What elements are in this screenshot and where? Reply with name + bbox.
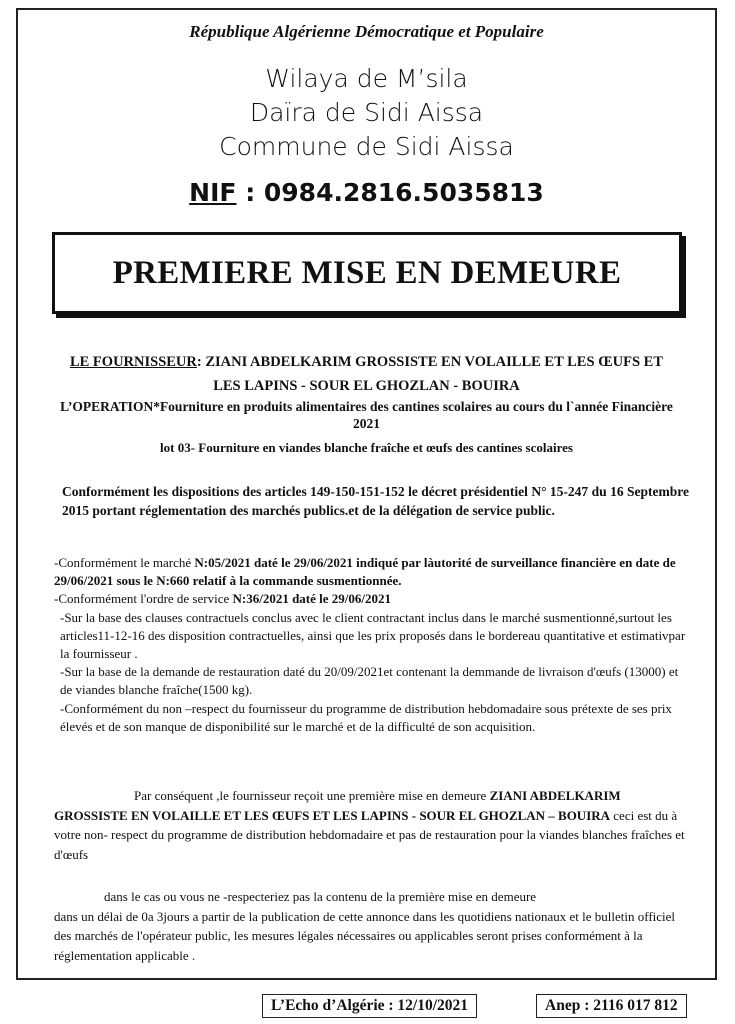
closing-rest: dans un délai de 0a 3jours a partir de la publication de cette annonce dans les quotidiens nationaux et le bulletin officiel des marchés de l'opérateur public, les mesures légales nécessaires ou applicables seront prises conformément à la réglementation applicable . <box>54 908 676 963</box>
republic-header: République Algérienne Démocratique et Populaire <box>189 22 544 41</box>
nif-line <box>18 178 715 207</box>
supplier-label: LE FOURNISSEUR <box>69 354 197 370</box>
page-title: PREMIERE MISE EN DEMEURE <box>112 254 622 291</box>
market-details: N:05/2021 daté le 29/06/2021 indiqué par làutorité de surveillance financière en date de 29/06/2021 sous le N:660 relatif à la commande susmentionnée. <box>54 555 676 589</box>
consequence-paragraph <box>54 786 689 864</box>
restoration-paragraph: -Sur la base de la demande de restauration daté du 20/09/2021et contenant la demmande de livraison d'œufs (13000) et de viandes blanche fraîche(1500 kg). <box>60 664 679 698</box>
legal-basis-paragraph: Conformément les dispositions des articles 149-150-151-152 le décret présidentiel N° 15-247 du 16 Septembre 2015 portant réglementation des marchés publics.et de la délégation de service public. <box>62 484 689 518</box>
non-respect-paragraph: -Conformément du non –respect du fournisseur du programme de distribution hebdomadaire sous prétexte de ses prix élevés et de son manque de disponibilité sur le marché et de la difficulté de son acquisition. <box>60 700 672 734</box>
nif-label: NIF <box>189 178 237 207</box>
body-paragraphs <box>54 554 689 736</box>
service-order-details: N:36/2021 daté le 29/06/2021 <box>232 591 392 607</box>
consequence-intro: Par conséquent ,le fournisseur reçoit une première mise en demeure <box>134 788 490 803</box>
market-intro: -Conformément le marché <box>54 555 195 570</box>
service-order-paragraph <box>54 590 689 608</box>
notice-frame <box>16 8 717 980</box>
consequence-reason: ceci est du à votre non- respect du programme de distribution hebdomadaire et pas de restauration pour la viandes blanches fraîches et d'œufs <box>54 807 685 862</box>
consequence-text <box>54 786 689 864</box>
newspaper-stamp: L’Echo d’Algérie : 12/10/2021 <box>262 994 477 1018</box>
nif-value: : 0984.2816.5035813 <box>236 178 544 207</box>
supplier-text: : ZIANI ABDELKARIM GROSSISTE EN VOLAILLE ET LES ŒUFS ET LES LAPINS - SOUR EL GHOZLAN - BOUIRA <box>196 354 664 394</box>
consequence-supplier: ZIANI ABDELKARIM GROSSISTE EN VOLAILLE ET LES ŒUFS ET LES LAPINS - SOUR EL GHOZLAN – BOUIRA <box>54 788 621 823</box>
lot-line: lot 03- Fourniture en viandes blanche fraîche et œufs des cantines scolaires <box>160 440 573 455</box>
anep-stamp: Anep : 2116 017 812 <box>536 994 687 1018</box>
title-box <box>52 232 682 314</box>
commune-line: Commune de Sidi Aissa <box>219 132 514 161</box>
wilaya-line: Wilaya de M’sila <box>265 64 468 93</box>
daira-line: Daïra de Sidi Aissa <box>249 98 484 127</box>
supplier-line <box>58 350 675 398</box>
operation-line: L’OPERATION*Fourniture en produits alimentaires des cantines scolaires au cours du l`année Financière 2021 <box>60 399 673 431</box>
service-order-intro: -Conformément l'ordre de service <box>54 591 233 607</box>
closing-paragraph <box>54 887 689 965</box>
market-paragraph <box>54 554 689 590</box>
clauses-paragraph: -Sur la base des clauses contractuels conclus avec le client contractant inclus dans le marché susmentionné,surtout les articles11-12-16 des disposition contractuelles, ainsi que les prix proposés dans le bordereau quantitative et estimativpar la fournisseur . <box>60 609 686 662</box>
closing-first-line: dans le cas ou vous ne -respecteriez pas la contenu de la première mise en demeure <box>104 889 537 904</box>
